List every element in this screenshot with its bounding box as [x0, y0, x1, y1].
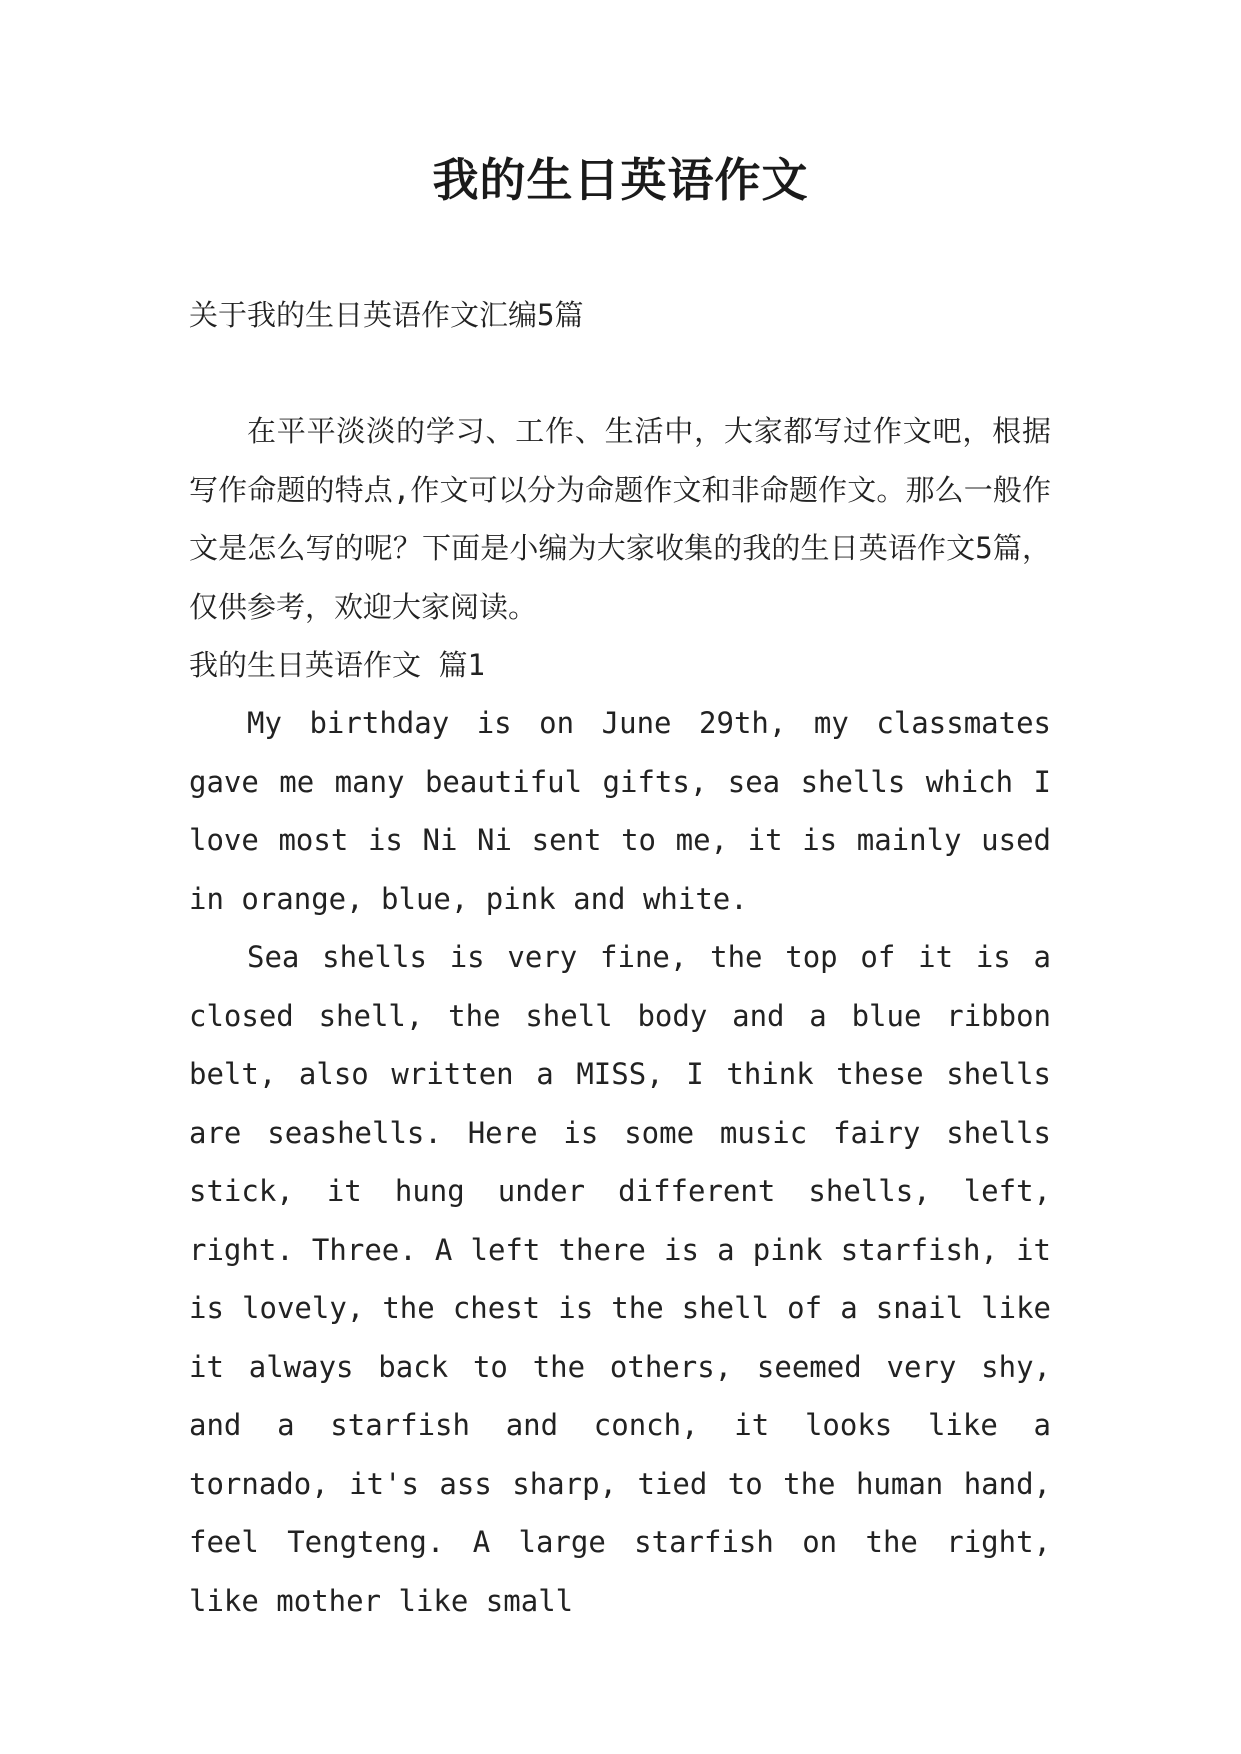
section-heading: 我的生日英语作文 篇1: [189, 648, 485, 682]
essay-paragraph: My birthday is on June 29th, my classmates gave me many beautiful gifts, sea shells which I love most is Ni Ni sent to me, it is mainly used in orange, blue, pink and white.: [189, 706, 1051, 916]
document-subtitle: 关于我的生日英语作文汇编5篇: [189, 298, 584, 332]
essay-paragraph: Sea shells is very fine, the top of it is a closed shell, the shell body and a blue ribbon belt, also written a MISS, I think these shells are seashells. Here is some music fairy shells stick, it hung under different shells, left, right. Three. A left there is a pink starfish, it is lovely, the chest is the shell of a snail like it always back to the others, seemed very shy, and a starfish and conch, it looks like a tornado, it's ass sharp, tied to the human hand, feel Tengteng. A large starfish on the right, like mother like small: [189, 940, 1051, 1618]
essay-body: [189, 694, 1051, 1630]
intro-paragraph: 在平平淡淡的学习、工作、生活中，大家都写过作文吧，根据写作命题的特点,作文可以分为命题作文和非命题作文。那么一般作文是怎么写的呢？下面是小编为大家收集的我的生日英语作文5篇，仅供参考，欢迎大家阅读。: [189, 414, 1051, 624]
document-title: 我的生日英语作文: [432, 153, 809, 207]
